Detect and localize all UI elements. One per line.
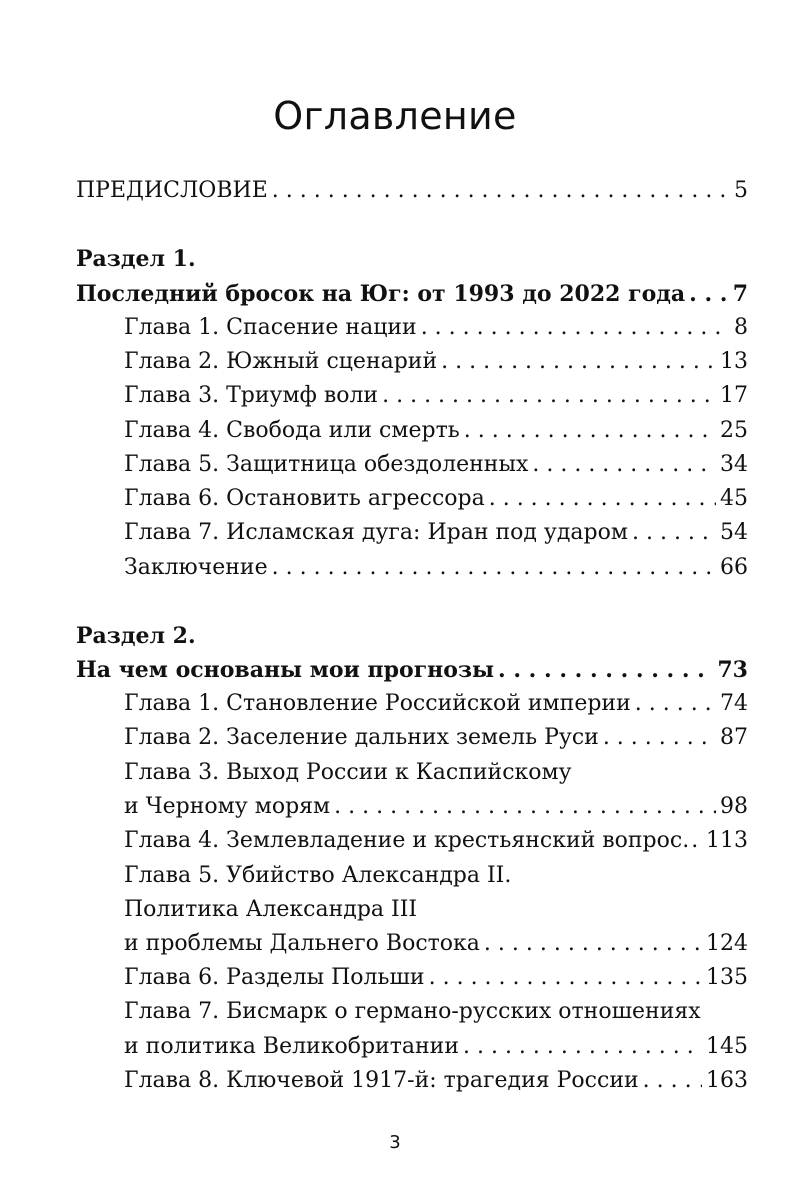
dot-leader xyxy=(489,483,716,515)
toc-entry-part2[interactable] xyxy=(76,654,748,686)
dot-leader xyxy=(334,791,716,823)
toc-entry-page: 73 xyxy=(717,657,748,683)
toc-entry[interactable] xyxy=(124,688,748,720)
toc-entry-page: 25 xyxy=(720,418,748,443)
toc-entry[interactable] xyxy=(124,928,748,960)
toc-entry[interactable] xyxy=(124,791,748,823)
toc-entry[interactable] xyxy=(124,825,748,857)
toc-entry-label: Глава 1. Становление Российской империи xyxy=(124,691,631,716)
toc-entry-label: Глава 4. Свобода или смерть xyxy=(124,418,460,443)
toc-entry-page: 13 xyxy=(720,349,748,374)
toc-entry-page: 45 xyxy=(720,486,748,511)
toc-entry-page: 54 xyxy=(720,520,748,545)
dot-leader xyxy=(643,1065,702,1097)
toc-entry[interactable] xyxy=(124,722,748,754)
toc-entry-page: 135 xyxy=(706,965,748,990)
toc-entry[interactable] xyxy=(124,962,748,994)
toc-entry-label: Последний бросок на Юг: от 1993 до 2022 года xyxy=(76,281,686,307)
toc-entry-label: ПРЕДИСЛОВИЕ xyxy=(76,178,268,203)
toc-entry-page: 163 xyxy=(706,1068,748,1093)
section-heading-2: Раздел 2. xyxy=(76,623,196,649)
toc-entry-page: 145 xyxy=(706,1034,748,1059)
toc-entry-page: 87 xyxy=(720,725,748,750)
toc-entry-label: Заключение xyxy=(124,555,268,580)
page-number: 3 xyxy=(389,1132,401,1153)
dot-leader xyxy=(429,962,702,994)
toc-entry[interactable] xyxy=(124,1031,748,1063)
toc-entry-line: Глава 5. Убийство Александра II. xyxy=(124,863,512,888)
toc-entry-line: Глава 7. Бисмарк о германо-русских отношениях xyxy=(124,999,701,1024)
dot-leader xyxy=(464,415,716,447)
toc-entry[interactable] xyxy=(124,312,748,344)
dot-leader xyxy=(498,654,713,686)
dot-leader xyxy=(484,928,702,960)
toc-entry-page: 7 xyxy=(732,281,748,307)
dot-leader xyxy=(272,175,730,207)
toc-entry-page: 98 xyxy=(720,794,748,819)
toc-entry-label: Глава 5. Защитница обездоленных xyxy=(124,452,529,477)
toc-entry[interactable] xyxy=(124,1065,748,1097)
toc-entry[interactable] xyxy=(124,380,748,412)
toc-entry-label: и Черному морям xyxy=(124,794,331,819)
toc-entry-preface[interactable] xyxy=(76,175,748,207)
dot-leader xyxy=(691,825,704,857)
toc-entry-page: 17 xyxy=(720,383,748,408)
toc-entry-line: Политика Александра III xyxy=(124,897,418,922)
dot-leader xyxy=(632,517,716,549)
toc-entry-label: Глава 6. Разделы Польши xyxy=(124,965,425,990)
toc-entry[interactable] xyxy=(124,415,748,447)
toc-entry-page: 5 xyxy=(734,178,748,203)
dot-leader xyxy=(689,278,729,310)
dot-leader xyxy=(532,449,716,481)
toc-entry-label: Глава 7. Исламская дуга: Иран под ударом xyxy=(124,520,628,545)
dot-leader xyxy=(635,688,716,720)
toc-entry-label: и политика Великобритании xyxy=(124,1034,459,1059)
toc-entry-page: 66 xyxy=(720,555,748,580)
toc-entry-part1[interactable] xyxy=(76,278,748,310)
toc-entry-label: Глава 2. Южный сценарий xyxy=(124,349,438,374)
toc-entry[interactable] xyxy=(124,346,748,378)
toc-entry-label: Глава 4. Землевладение и крестьянский вопрос. xyxy=(124,828,690,853)
toc-entry[interactable] xyxy=(124,449,748,481)
dot-leader xyxy=(382,380,716,412)
toc-entry[interactable] xyxy=(124,517,748,549)
toc-entry-page: 8 xyxy=(734,315,748,340)
toc-entry[interactable] xyxy=(124,552,748,584)
toc-entry-line: Глава 3. Выход России к Каспийскому xyxy=(124,760,572,785)
toc-entry-label: Глава 2. Заселение дальних земель Руси xyxy=(124,725,599,750)
toc-entry-label: Глава 8. Ключевой 1917-й: трагедия России xyxy=(124,1068,639,1093)
toc-entry-page: 124 xyxy=(706,931,748,956)
toc-entry-label: Глава 6. Остановить агрессора xyxy=(124,486,485,511)
toc-entry-label: На чем основаны мои прогнозы xyxy=(76,657,495,683)
toc-entry-page: 113 xyxy=(706,828,748,853)
dot-leader xyxy=(441,346,716,378)
section-heading-1: Раздел 1. xyxy=(76,246,196,272)
toc-entry-label: Глава 3. Триумф воли xyxy=(124,383,379,408)
dot-leader xyxy=(272,552,716,584)
page-title: Оглавление xyxy=(273,94,517,138)
toc-entry-label: и проблемы Дальнего Востока xyxy=(124,931,480,956)
dot-leader xyxy=(603,722,716,754)
toc-entry-page: 34 xyxy=(720,452,748,477)
dot-leader xyxy=(421,312,730,344)
toc-entry-label: Глава 1. Спасение нации xyxy=(124,315,417,340)
toc-entry[interactable] xyxy=(124,483,748,515)
toc-entry-page: 74 xyxy=(720,691,748,716)
dot-leader xyxy=(463,1031,702,1063)
